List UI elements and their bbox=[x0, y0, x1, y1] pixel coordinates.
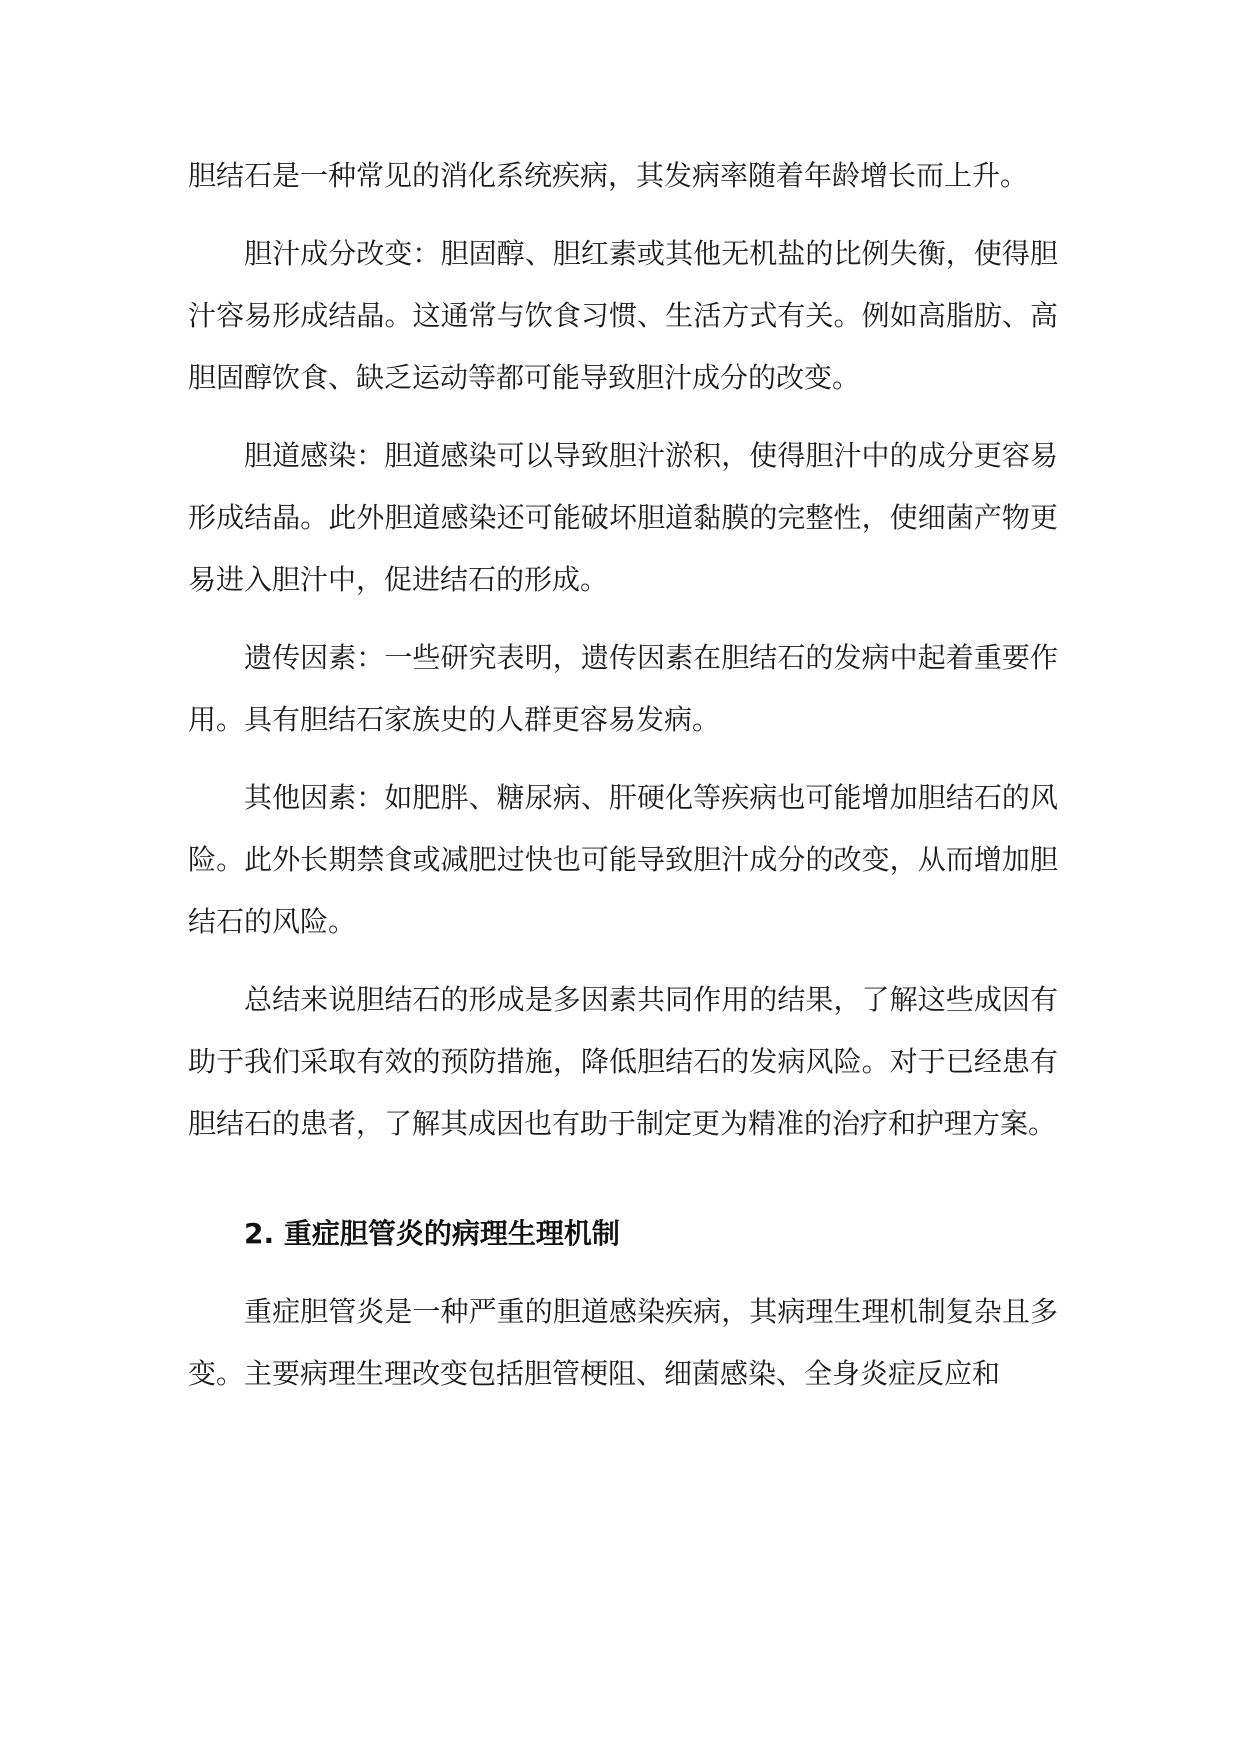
paragraph-cholangitis-intro: 重症胆管炎是一种严重的胆道感染疾病，其病理生理机制复杂且多变。主要病理生理改变包括胆管梗阻、细菌感染、全身炎症反应和 bbox=[188, 1295, 1058, 1390]
paragraph-intro: 胆结石是一种常见的消化系统疾病，其发病率随着年龄增长而上升。 bbox=[188, 159, 1029, 192]
paragraph-other-factors: 其他因素：如肥胖、糖尿病、肝硬化等疾病也可能增加胆结石的风险。此外长期禁食或减肥过快也可能导致胆汁成分的改变，从而增加胆结石的风险。 bbox=[188, 781, 1058, 938]
paragraph-biliary-infection: 胆道感染：胆道感染可以导致胆汁淤积，使得胆汁中的成分更容易形成结晶。此外胆道感染还可能破坏胆道黏膜的完整性，使细菌产物更易进入胆汁中，促进结石的形成。 bbox=[188, 439, 1058, 596]
section-heading: 2. 重症胆管炎的病理生理机制 bbox=[244, 1217, 620, 1250]
paragraph-bile-composition: 胆汁成分改变：胆固醇、胆红素或其他无机盐的比例失衡，使得胆汁容易形成结晶。这通常与饮食习惯、生活方式有关。例如高脂肪、高胆固醇饮食、缺乏运动等都可能导致胆汁成分的改变。 bbox=[188, 237, 1058, 394]
paragraph-summary: 总结来说胆结石的形成是多因素共同作用的结果，了解这些成因有助于我们采取有效的预防措施，降低胆结石的发病风险。对于已经患有胆结石的患者，了解其成因也有助于制定更为精准的治疗和护理方案。 bbox=[188, 983, 1058, 1140]
paragraph-genetic-factors: 遗传因素：一些研究表明，遗传因素在胆结石的发病中起着重要作用。具有胆结石家族史的人群更容易发病。 bbox=[188, 641, 1058, 736]
document-body bbox=[188, 145, 1058, 1421]
